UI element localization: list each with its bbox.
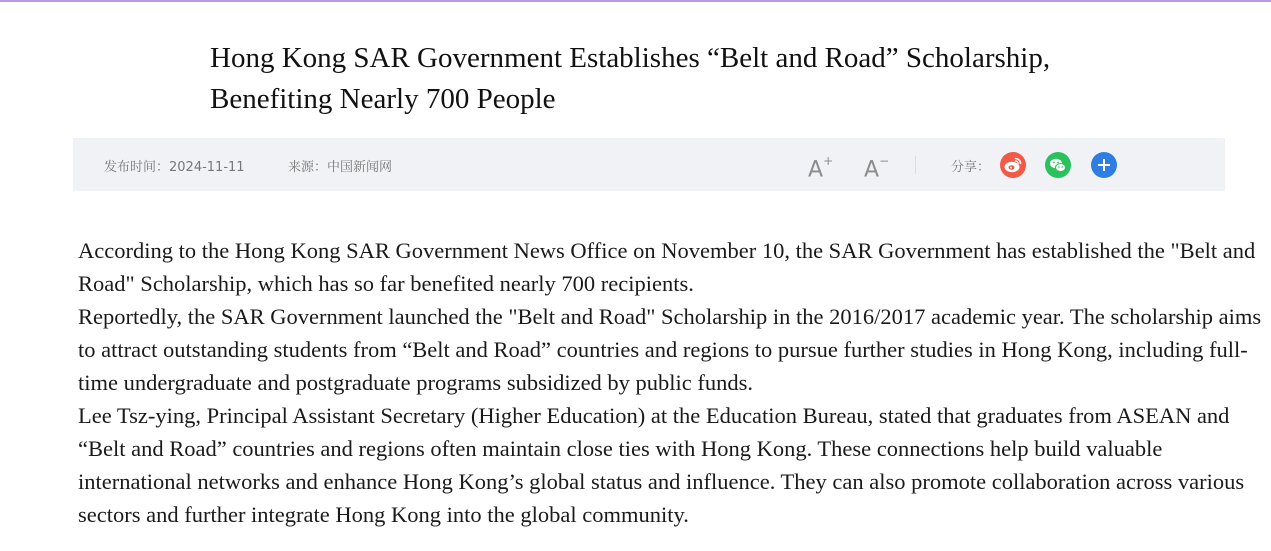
wechat-icon[interactable] <box>1045 152 1071 178</box>
font-increase-button[interactable] <box>808 149 833 185</box>
article-meta-bar <box>73 138 1225 191</box>
font-decrease-letter: A <box>864 157 880 183</box>
top-border <box>0 0 1271 2</box>
font-increase-sign: + <box>823 154 834 168</box>
article-title-line1: Hong Kong SAR Government Establishes “Belt and Road” Scholarship, <box>210 42 1051 74</box>
article-paragraph: According to the Hong Kong SAR Government News Office on November 10, the SAR Government has established the "Belt and Road" Scholarship, which has so far benefited nearly 700 recipients. <box>78 238 1256 296</box>
publish-date: 发布时间：2024-11-11 <box>104 160 245 175</box>
font-decrease-sign: − <box>879 154 890 168</box>
article-paragraph: Reportedly, the SAR Government launched the "Belt and Road" Scholarship in the 2016/2017 academic year. The scholarship aims to attract outstanding students from “Belt and Road” countries and regions to pursue further studies in Hong Kong, including full-time undergraduate and postgraduate programs subsidized by public funds. <box>78 304 1262 395</box>
article-title <box>210 38 1210 120</box>
article-body <box>78 234 1263 531</box>
weibo-icon[interactable] <box>1000 152 1026 178</box>
meta-divider <box>915 156 916 174</box>
font-increase-letter: A <box>808 157 824 183</box>
article-paragraph: Lee Tsz-ying, Principal Assistant Secretary (Higher Education) at the Education Bureau, stated that graduates from ASEAN and “Belt and Road” countries and regions often maintain close ties with Hong Kong. These connections help build valuable international networks and enhance Hong Kong’s global status and influence. They can also promote collaboration across various sectors and further integrate Hong Kong into the global community. <box>78 403 1245 527</box>
plus-icon[interactable] <box>1091 152 1117 178</box>
share-label: 分享： <box>951 160 991 175</box>
article-title-line2: Benefiting Nearly 700 People <box>210 83 556 115</box>
font-decrease-button[interactable] <box>864 149 889 185</box>
article-source: 来源：中国新闻网 <box>288 160 393 175</box>
